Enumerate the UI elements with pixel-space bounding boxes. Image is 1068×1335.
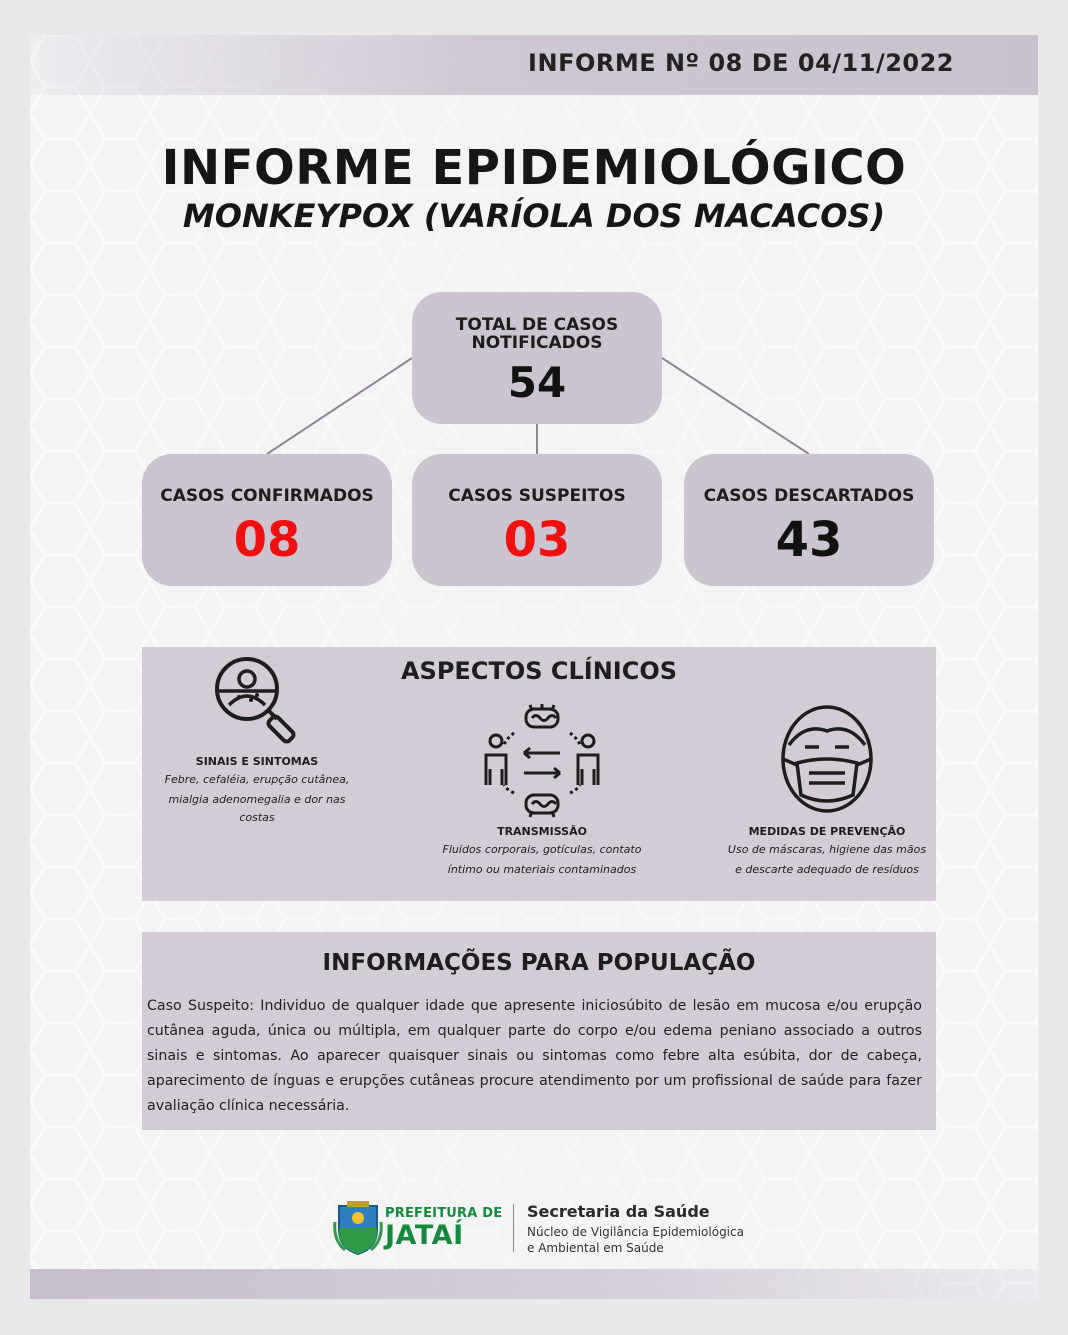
face-mask-icon (775, 703, 879, 819)
confirmed-cases-label: CASOS CONFIRMADOS (160, 486, 374, 506)
clinical-aspects-panel (142, 647, 936, 901)
prevention-text: Uso de máscaras, higiene das mãos e descarte adequado de resíduos (727, 843, 927, 876)
footer-divider (513, 1204, 514, 1252)
page-subtitle: MONKEYPOX (VARÍOLA DOS MACACOS) (182, 197, 886, 235)
transmission-icon (480, 703, 604, 819)
prevention-column (712, 709, 942, 880)
secretariat-line-2: e Ambiental em Saúde (527, 1241, 664, 1255)
transmission-text: Fluidos corporais, gotículas, contato íntimo ou materiais contaminados (442, 843, 642, 876)
discarded-cases-value: 43 (775, 512, 843, 568)
suspect-cases-value: 03 (503, 512, 571, 568)
footer (333, 1198, 763, 1258)
page-title: INFORME EPIDEMIOLÓGICO (161, 140, 907, 196)
secretariat-line-1: Núcleo de Vigilância Epidemiológica (527, 1225, 744, 1239)
population-info-title: INFORMAÇÕES PARA POPULAÇÃO (322, 950, 756, 976)
signs-symptoms-column (142, 725, 372, 826)
suspect-cases-label: CASOS SUSPEITOS (448, 486, 626, 506)
confirmed-cases-value: 08 (233, 512, 301, 568)
discarded-cases-box (684, 454, 934, 586)
confirmed-cases-box (142, 454, 392, 586)
population-info-panel (142, 932, 936, 1130)
signs-symptoms-heading: SINAIS E SINTOMAS (195, 755, 319, 768)
transmission-heading: TRANSMISSÃO (497, 825, 587, 838)
signs-symptoms-text: Febre, cefaléia, erupção cutânea, mialgia adenomegalia e dor nas costas (164, 773, 350, 824)
transmission-column (427, 709, 657, 880)
population-info-text: Caso Suspeito: Individuo de qualquer idade que apresente iniciosúbito de lesão em mucosa e/ou erupção cutânea aguda, única ou múltipla, em qualquer parte do corpo e/ou edema peniano associado a outros sinais e sintomas. Ao aparecer quaisquer sinais ou sintomas como febre alta esúbita, dor de cabeça, aparecimento de ínguas e erupções cutâneas procure atendimento por um profissional de saúde para fazer avaliação clínica necessária. (147, 998, 922, 1114)
total-cases-label: TOTAL DE CASOS NOTIFICADOS (455, 315, 619, 353)
prevention-heading: MEDIDAS DE PREVENÇÃO (748, 825, 906, 838)
logo-prefix: PREFEITURA DE (385, 1206, 503, 1221)
poster (30, 35, 1038, 1299)
report-number: INFORME Nº 08 DE 04/11/2022 (528, 49, 954, 77)
suspect-cases-box (412, 454, 662, 586)
logo-city-name: JATAÍ (385, 1220, 464, 1251)
secretariat-title: Secretaria da Saúde (527, 1202, 710, 1221)
total-cases-value: 54 (507, 358, 567, 407)
clinical-aspects-title: ASPECTOS CLÍNICOS (400, 657, 678, 685)
magnifier-person-icon (211, 655, 303, 747)
footer-bar (30, 1269, 1038, 1299)
total-cases-box (412, 292, 662, 424)
coat-of-arms-icon (333, 1200, 383, 1256)
discarded-cases-label: CASOS DESCARTADOS (703, 486, 915, 506)
